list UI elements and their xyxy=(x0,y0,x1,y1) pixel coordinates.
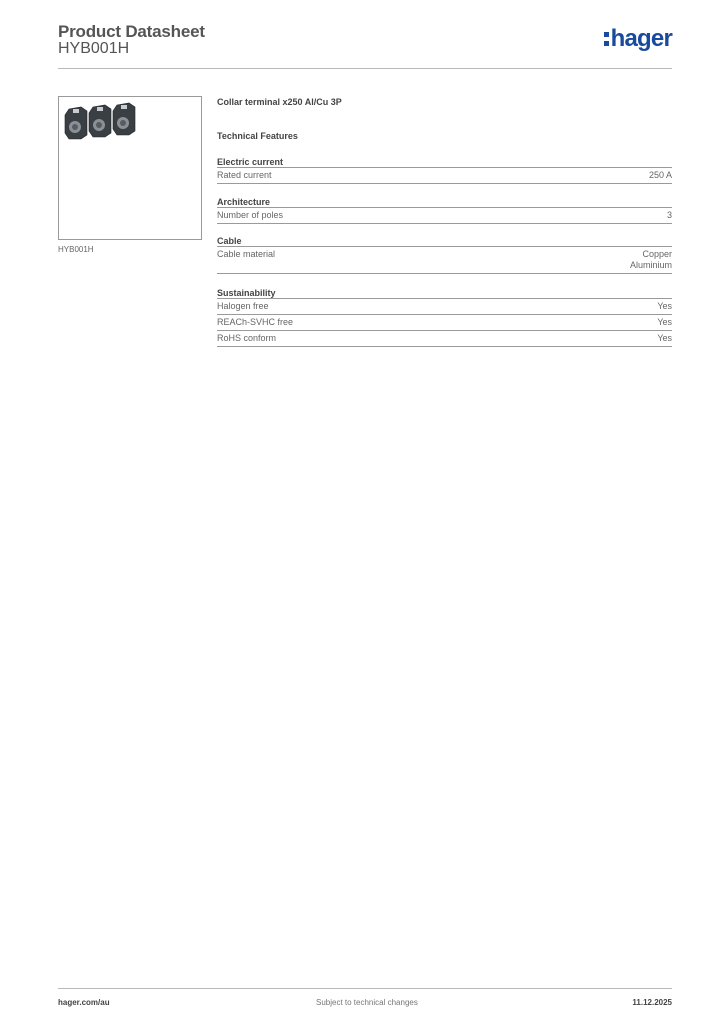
footer-notice: Subject to technical changes xyxy=(316,998,418,1007)
spec-value: Yes xyxy=(657,317,672,327)
spec-value-line: Copper xyxy=(642,249,672,259)
spec-value: Yes xyxy=(657,333,672,343)
datasheet-content xyxy=(217,96,672,347)
product-name: Collar terminal x250 Al/Cu 3P xyxy=(217,97,342,107)
footer-divider xyxy=(58,988,672,989)
spec-label: Cable material xyxy=(217,249,276,259)
page-footer xyxy=(58,998,672,1010)
spec-label: Halogen free xyxy=(217,301,269,311)
section-title: Cable xyxy=(217,235,672,247)
spec-row-reach-svhc-free xyxy=(217,315,672,331)
footer-website-link[interactable]: hager.com/au xyxy=(58,998,110,1007)
spec-value: Yes xyxy=(657,301,672,311)
page-header xyxy=(58,22,672,68)
spec-row-rated-current xyxy=(217,168,672,184)
section-title: Sustainability xyxy=(217,287,672,299)
spec-label: Rated current xyxy=(217,170,272,180)
spec-label: Number of poles xyxy=(217,210,284,220)
section-electric-current xyxy=(217,156,672,184)
spec-row-number-of-poles xyxy=(217,208,672,224)
section-sustainability xyxy=(217,287,672,347)
spec-row-halogen-free xyxy=(217,299,672,315)
hager-logo xyxy=(604,26,672,52)
spec-value-line: Aluminium xyxy=(629,260,672,270)
spec-label: RoHS conform xyxy=(217,333,277,343)
spec-label: REACh-SVHC free xyxy=(217,317,294,327)
technical-features-heading: Technical Features xyxy=(217,131,298,141)
spec-row-cable-material xyxy=(217,247,672,274)
product-code: HYB001H xyxy=(58,40,130,57)
product-image-frame xyxy=(58,96,202,240)
logo-colon-mark xyxy=(604,32,609,46)
spec-value: 3 xyxy=(666,210,672,220)
section-title: Architecture xyxy=(217,196,672,208)
collar-terminal-product-image xyxy=(61,101,141,145)
footer-date: 11.12.2025 xyxy=(632,998,672,1007)
header-divider xyxy=(58,68,672,69)
document-title: Product Datasheet xyxy=(58,22,205,41)
section-title: Electric current xyxy=(217,156,672,168)
spec-value: 250 A xyxy=(648,170,672,180)
spec-value xyxy=(630,249,672,271)
section-cable xyxy=(217,235,672,274)
section-architecture xyxy=(217,196,672,224)
spec-row-rohs-conform xyxy=(217,331,672,347)
logo-wordmark: hager xyxy=(610,25,672,52)
image-caption: HYB001H xyxy=(58,245,94,254)
